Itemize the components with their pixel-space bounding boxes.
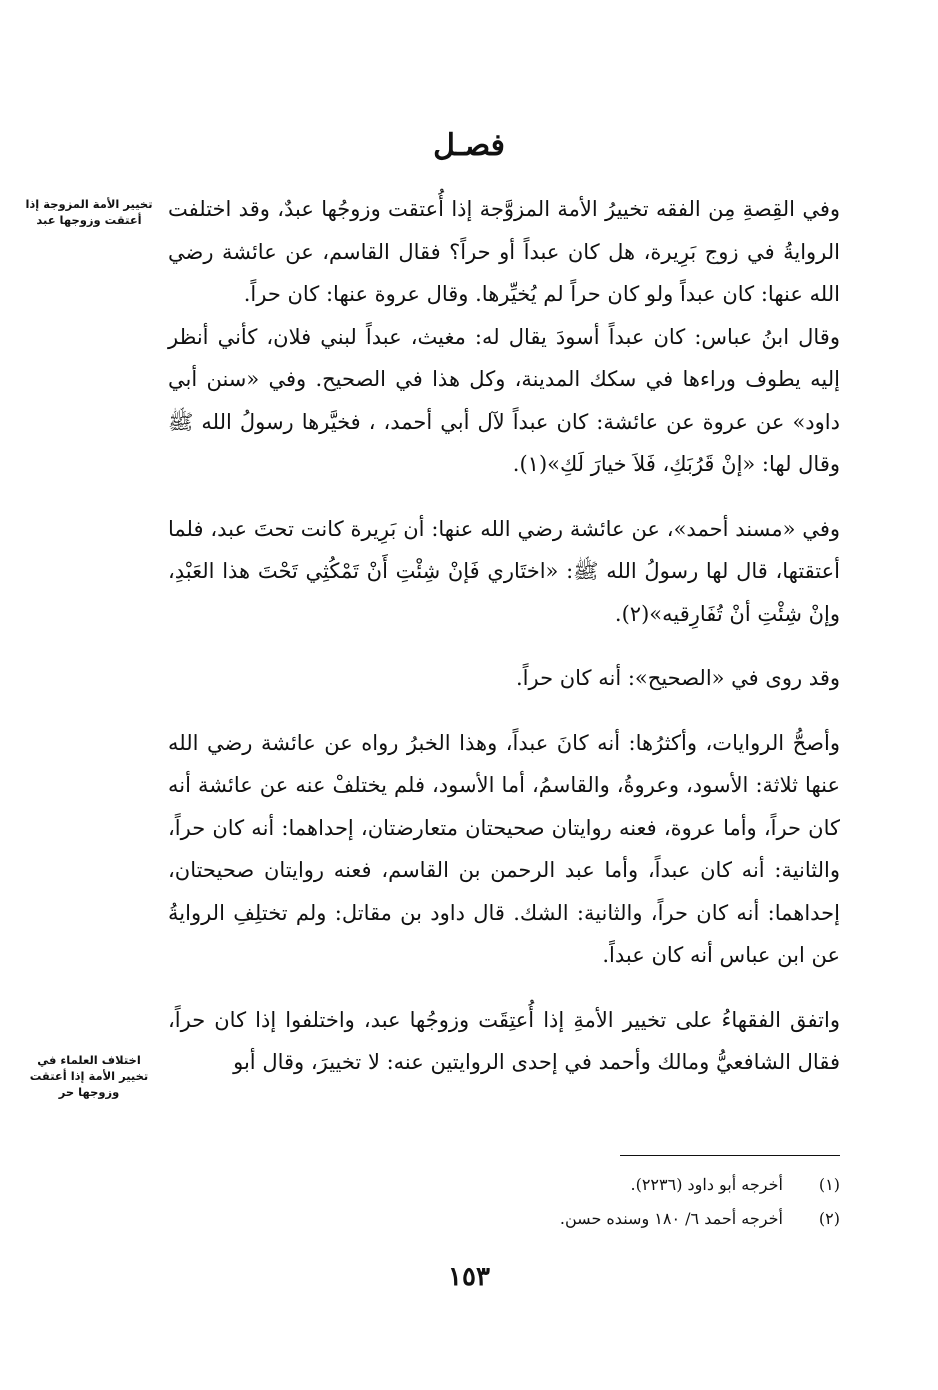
margin-note-2: اختلاف العلماء في تخيير الأمة إذا أعتقت وزوجها حر	[29, 1053, 149, 1099]
main-text	[168, 188, 840, 1084]
footnote-text: أخرجه أحمد ٦/ ١٨٠ وسنده حسن.	[559, 1209, 783, 1228]
paragraph-5: وأصحُّ الروايات، وأكثرُها: أنه كانَ عبداً، وهذا الخبرُ رواه عن عائشة رضي الله عنها ثلاثة: الأسود، وعروةُ، والقاسمُ، أما الأسود، فلم يختلفْ عنه عن عائشة أنه كان حراً، وأما عروة، فعنه روايتان صحيحتان متعارضتان، إحداهما: أنه كان حراً، والثانية: أنه كان عبداً، وأما عبد الرحمن بن القاسم، فعنه روايتان صحيحتان، إحداهما: أنه كان حراً، والثانية: الشك. قال داود بن مقاتل: ولم تختلِفِ الروايةُ عن ابن عباس أنه كان عبداً.	[168, 730, 840, 967]
footnote-1	[168, 1168, 840, 1202]
paragraph-3: وفي «مسند أحمد»، عن عائشة رضي الله عنها: أن بَرِيرة كانت تحتَ عبد، فلما أعتقتها، قال لها رسولُ الله ﷺ: «اختَاري فَإنْ شِئْتِ أَنْ تَمْكُثِي تَحْتَ هذا العَبْدِ، وإنْ شِئْتِ أنْ تُفَارِقيه»(٢).	[168, 516, 840, 626]
footnote-text: أخرجه أبو داود (٢٢٣٦).	[630, 1175, 783, 1194]
page-number: ١٥٣	[448, 1262, 490, 1292]
section-heading: فصـل	[433, 128, 505, 163]
footnotes	[168, 1168, 840, 1236]
footnote-2	[168, 1202, 840, 1236]
footnote-number: (١)	[818, 1175, 840, 1194]
footnote-separator	[620, 1155, 840, 1156]
paragraph-6: واتفق الفقهاءُ على تخيير الأمةِ إذا أُعتِقَت وزوجُها عبد، واختلفوا إذا كان حراً، فقال الشافعيُّ ومالك وأحمد في إحدى الروايتين عنه: لا تخييرَ، وقال أبو	[168, 1007, 840, 1074]
paragraph-2: وقال ابنُ عباس: كان عبداً أسودَ يقال له: مغيث، عبداً لبني فلان، كأني أنظر إليه يطوف وراءها في سكك المدينة، وكل هذا في الصحيح. وفي «سنن أبي داود» عن عروة عن عائشة: كان عبداً لآل أبي أحمد، ، فخيَّرها رسولُ الله ﷺ وقال لها: «إنْ قَرُبَكِ، فَلاَ خيارَ لَكِ»(١).	[168, 324, 840, 476]
footnote-number: (٢)	[818, 1209, 840, 1228]
paragraph-4: وقد روى في «الصحيح»: أنه كان حراً.	[515, 666, 840, 690]
paragraph-1: وفي القِصةِ مِن الفقه تخييرُ الأمة المزوَّجة إذا أُعتقت وزوجُها عبدٌ، وقد اختلفت الروايةُ في زوج بَرِيرة، هل كان عبداً أو حراً؟ فقال القاسم، عن عائشة رضي الله عنها: كان عبداً ولو كان حراً لم يُخيِّرها. وقال عروة عنها: كان حراً.	[168, 197, 840, 306]
margin-note-1: تخيير الأمة المزوجة إذا أعتقت وزوجها عبد	[25, 197, 153, 227]
